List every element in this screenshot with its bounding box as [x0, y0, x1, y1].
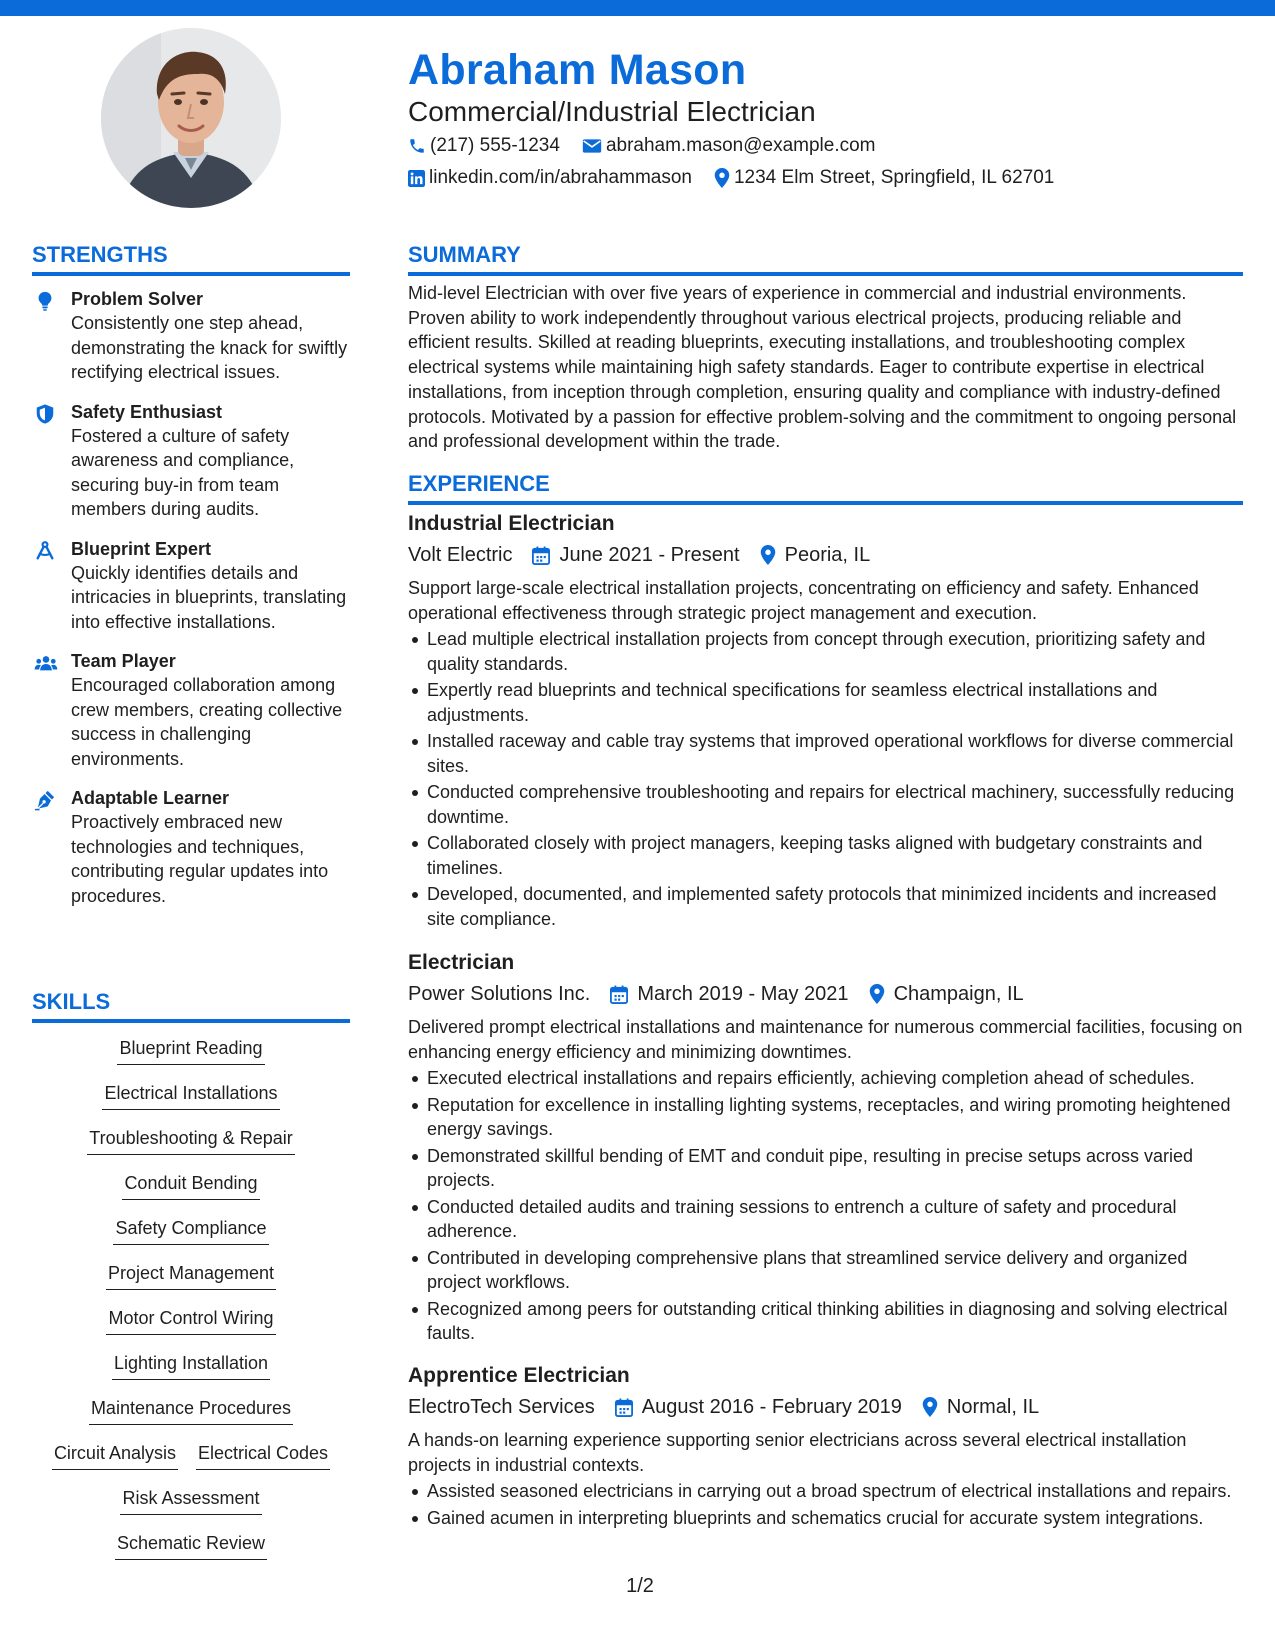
job-description: Support large-scale electrical installation projects, concentrating on efficiency and safety. Enhanced operational effectiveness through strategic project management and execution. [408, 578, 1199, 623]
job-meta [408, 541, 1243, 569]
job-dates-text: August 2016 - February 2019 [641, 1396, 902, 1418]
skill-tag: Blueprint Reading [117, 1036, 264, 1065]
strength-item [32, 537, 352, 635]
linkedin-icon [408, 170, 425, 187]
strengths-list [32, 287, 352, 923]
skill-row [32, 1306, 350, 1351]
job-entry [408, 510, 1243, 933]
contact-row-2 [408, 165, 1076, 191]
bullet-item: Conducted detailed audits and training sessions to entrench a culture of safety and procedural adherence. [408, 1195, 1243, 1244]
users-icon [34, 654, 58, 674]
calendar-icon [615, 1398, 633, 1417]
calendar-icon [532, 546, 550, 565]
summary-text: Mid-level Electrician with over five years of experience in commercial and industrial environments. Proven ability to work independently throughout various electrical projects, producing reliable and efficient results. Skilled at reading blueprints, executing installations, and troubleshooting complex electrical systems while maintaining high safety standards. Eager to contribute expertise in electrical installations, from inception through completion, ensuring quality and compliance with industry-defined protocols. Motivated by a passion for effective problem-solving and the commitment to ongoing personal and professional development within the trade. [408, 283, 1237, 452]
job-dates-text: March 2019 - May 2021 [637, 983, 849, 1005]
job-description: A hands-on learning experience supporting senior electricians across several electrical installation projects in industrial contexts. [408, 1430, 1187, 1475]
strength-item [32, 287, 352, 385]
contact-phone[interactable] [408, 133, 560, 159]
job-entry [408, 1362, 1243, 1532]
phone-text: (217) 555-1234 [430, 135, 560, 156]
job-bullets [408, 627, 1243, 931]
skill-tag: Maintenance Procedures [89, 1396, 293, 1425]
skill-tag: Troubleshooting & Repair [87, 1126, 294, 1155]
bullet-item: Expertly read blueprints and technical specifications for seamless electrical installations and adjustments. [408, 678, 1243, 727]
address-text: 1234 Elm Street, Springfield, IL 62701 [733, 167, 1055, 188]
strength-item [32, 400, 352, 522]
skill-tag: Electrical Codes [196, 1441, 330, 1470]
contact-email[interactable] [582, 133, 876, 159]
bullet-item: Developed, documented, and implemented safety protocols that minimized incidents and increased site compliance. [408, 882, 1243, 931]
summary-heading: SUMMARY [408, 242, 521, 267]
bullet-item: Demonstrated skillful bending of EMT and conduit pipe, resulting in precise setups across varied projects. [408, 1144, 1243, 1193]
job-location-text: Champaign, IL [893, 983, 1024, 1005]
job-location-text: Peoria, IL [784, 544, 871, 566]
strengths-rule [32, 272, 350, 276]
job-bullets [408, 1479, 1243, 1530]
linkedin-text: linkedin.com/in/abrahammason [429, 167, 692, 188]
job-title: Electrician [408, 951, 515, 974]
job-bullets [408, 1066, 1243, 1346]
calendar-icon [610, 985, 628, 1004]
contact-row-1 [408, 133, 898, 159]
job-location [760, 541, 871, 569]
top-accent-bar [0, 0, 1275, 16]
bullet-item: Installed raceway and cable tray systems that improved operational workflows for diverse commercial sites. [408, 729, 1243, 778]
skill-row [32, 1126, 350, 1171]
strength-description: Quickly identifies details and intricacies in blueprints, translating into effective installations. [71, 562, 347, 632]
skill-tag: Lighting Installation [112, 1351, 270, 1380]
job-location [922, 1393, 1039, 1421]
skill-tag: Schematic Review [115, 1531, 267, 1560]
pen-nib-icon [34, 789, 56, 811]
skill-row [32, 1081, 350, 1126]
skill-tag: Safety Compliance [113, 1216, 268, 1245]
experience-rule [408, 501, 1243, 505]
skill-row [32, 1486, 350, 1531]
skill-tag: Circuit Analysis [52, 1441, 178, 1470]
job-title: Apprentice Electrician [408, 1364, 630, 1387]
skill-row [32, 1216, 350, 1261]
strength-description: Consistently one step ahead, demonstrating the knack for swiftly rectifying electrical issues. [71, 313, 348, 382]
avatar [101, 28, 281, 208]
job-dates [615, 1393, 902, 1421]
skill-row [32, 1261, 350, 1306]
skill-row [32, 1531, 350, 1576]
strength-item [32, 786, 352, 908]
summary-rule [408, 272, 1243, 276]
skill-row [32, 1171, 350, 1216]
strength-title: Safety Enthusiast [71, 401, 223, 422]
contact-linkedin[interactable] [408, 165, 692, 191]
strengths-heading: STRENGTHS [32, 242, 168, 267]
skill-tag: Electrical Installations [102, 1081, 279, 1110]
candidate-name: Abraham Mason [408, 46, 747, 94]
shield-icon [34, 403, 56, 425]
job-company: ElectroTech Services [408, 1396, 595, 1418]
map-pin-icon [922, 1397, 938, 1417]
job-meta [408, 980, 1243, 1008]
strength-title: Problem Solver [71, 289, 204, 309]
job-description: Delivered prompt electrical installations and maintenance for numerous commercial facilities, focusing on enhancing energy efficiency and minimizing downtimes. [408, 1017, 1243, 1062]
skill-row [32, 1396, 350, 1441]
job-dates [532, 541, 739, 569]
job-entry [408, 949, 1243, 1348]
lightbulb-icon [34, 290, 56, 312]
strength-description: Fostered a culture of safety awareness and compliance, securing buy-in from team members during audits. [71, 425, 295, 519]
skill-row [32, 1441, 350, 1486]
skill-tag: Risk Assessment [120, 1486, 261, 1515]
bullet-item: Collaborated closely with project managers, keeping tasks aligned with budgetary constraints and timelines. [408, 831, 1243, 880]
bullet-item: Gained acumen in interpreting blueprints and schematics crucial for accurate system integrations. [408, 1506, 1243, 1531]
job-company: Power Solutions Inc. [408, 983, 591, 1005]
map-pin-icon [714, 168, 730, 188]
job-meta [408, 1393, 1243, 1421]
compass-drafting-icon [34, 540, 56, 562]
skill-row [32, 1351, 350, 1396]
bullet-item: Recognized among peers for outstanding critical thinking abilities in diagnosing and solving electrical faults. [408, 1297, 1243, 1346]
job-company: Volt Electric [408, 544, 513, 566]
strength-title: Blueprint Expert [71, 538, 212, 559]
skills-rule [32, 1019, 350, 1023]
strength-title: Adaptable Learner [71, 788, 230, 808]
map-pin-icon [869, 984, 885, 1004]
strength-description: Proactively embraced new technologies and techniques, contributing regular updates into procedures. [71, 812, 329, 906]
email-text: abraham.mason@example.com [605, 135, 876, 156]
skill-tag: Motor Control Wiring [106, 1306, 275, 1335]
job-dates [610, 980, 848, 1008]
skill-tag: Project Management [106, 1261, 276, 1290]
contact-address [714, 165, 1054, 191]
bullet-item: Conducted comprehensive troubleshooting and repairs for electrical machinery, successfully reducing downtime. [408, 780, 1243, 829]
bullet-item: Assisted seasoned electricians in carrying out a broad spectrum of electrical installations and repairs. [408, 1479, 1243, 1504]
bullet-item: Executed electrical installations and repairs efficiently, achieving completion ahead of schedules. [408, 1066, 1243, 1091]
bullet-item: Contributed in developing comprehensive plans that streamlined service delivery and organized project workflows. [408, 1246, 1243, 1295]
skill-tag: Conduit Bending [122, 1171, 259, 1200]
strength-item [32, 649, 352, 771]
bullet-item: Lead multiple electrical installation projects from concept through execution, prioritizing safety and quality standards. [408, 627, 1243, 676]
candidate-title: Commercial/Industrial Electrician [408, 96, 816, 127]
avatar-portrait-icon [101, 28, 281, 208]
strength-description: Encouraged collaboration among crew members, creating collective success in challenging environments. [71, 675, 343, 769]
strength-title: Team Player [71, 651, 176, 671]
skill-row [32, 1036, 350, 1081]
page-number: 1/2 [626, 1575, 654, 1597]
phone-icon [408, 137, 426, 155]
job-title: Industrial Electrician [408, 512, 615, 535]
map-pin-icon [760, 545, 776, 565]
skills-list [32, 1036, 350, 1576]
job-location-text: Normal, IL [946, 1396, 1040, 1418]
job-location [869, 980, 1024, 1008]
skills-heading: SKILLS [32, 989, 111, 1014]
job-dates-text: June 2021 - Present [559, 544, 740, 566]
experience-heading: EXPERIENCE [408, 471, 550, 496]
envelope-icon [582, 138, 602, 154]
bullet-item: Reputation for excellence in installing lighting systems, receptacles, and wiring promoting heightened energy savings. [408, 1093, 1243, 1142]
